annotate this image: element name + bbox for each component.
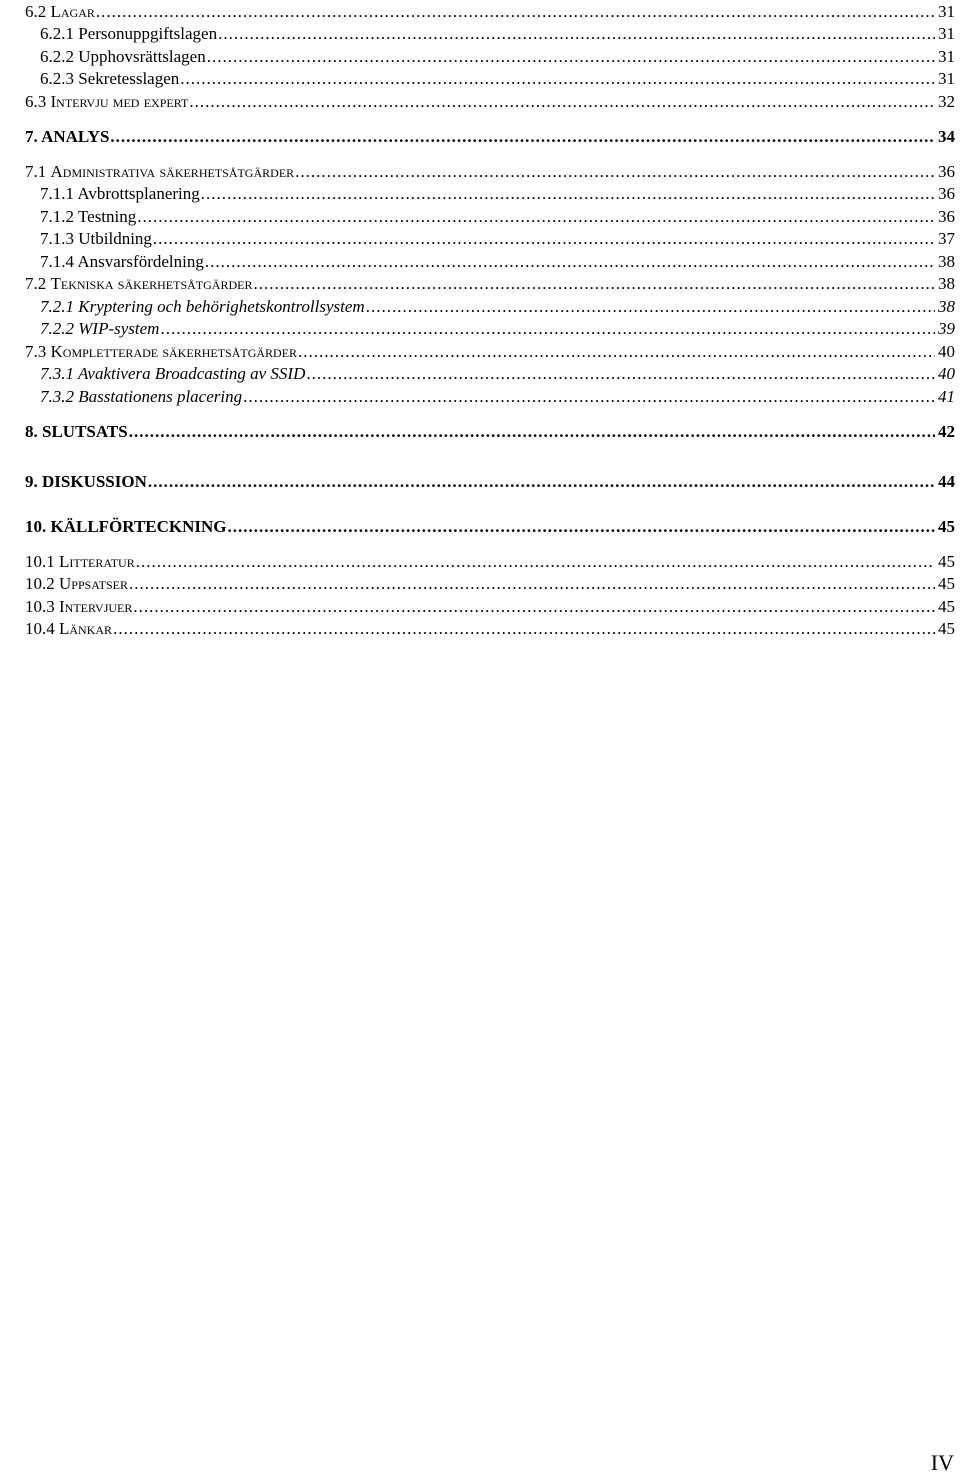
- toc-entry-title: Testning: [77, 207, 137, 226]
- toc-page-number: 34: [938, 127, 955, 146]
- toc-entry-number: 6.2.3: [40, 69, 74, 88]
- toc-entry-title: SLUTSATS: [42, 422, 128, 441]
- toc-entry[interactable]: [40, 207, 955, 227]
- toc-page-number: 36: [938, 162, 955, 181]
- page-number: IV: [930, 1450, 954, 1475]
- toc-entry-label: [25, 619, 112, 639]
- toc-page-number: 32: [938, 92, 955, 111]
- toc-dot-leader: [298, 342, 935, 362]
- toc-entry-number: 10.1: [25, 552, 55, 571]
- toc-entry-title: Tekniska säkerhetsåtgärder: [50, 274, 253, 293]
- toc-dot-leader: [253, 274, 935, 294]
- toc-entry-label: [40, 184, 200, 204]
- toc-entry-number: 6.2.1: [40, 24, 74, 43]
- toc-dot-leader: [228, 517, 935, 537]
- toc-dot-leader: [366, 297, 935, 317]
- toc-page-number: 31: [938, 69, 955, 88]
- toc-entry-title: Intervju med expert: [50, 92, 189, 111]
- toc-entry-title: Kompletterade säkerhetsåtgärder: [50, 342, 298, 361]
- toc-entry[interactable]: [25, 92, 955, 112]
- toc-entry-title: Uppsatser: [59, 574, 128, 593]
- toc-entry[interactable]: [40, 24, 955, 44]
- toc-entry-number: 9.: [25, 472, 38, 491]
- toc-entry-title: Ansvarsfördelning: [77, 252, 204, 271]
- toc-entry-number: 6.2.2: [40, 47, 74, 66]
- toc-page-number: 45: [938, 517, 955, 536]
- toc-dot-leader: [218, 24, 935, 44]
- toc-dot-leader: [295, 162, 935, 182]
- toc-page-number: 36: [938, 184, 955, 203]
- toc-entry-label: [25, 2, 95, 22]
- toc-entry[interactable]: [25, 162, 955, 182]
- toc-dot-leader: [207, 47, 935, 67]
- toc-entry-number: 7.1.3: [40, 229, 74, 248]
- toc-entry[interactable]: [25, 574, 955, 594]
- toc-page-number: 38: [938, 274, 955, 293]
- toc-entry-number: 7.2: [25, 274, 47, 293]
- toc-page-number: 41: [938, 387, 955, 406]
- toc-entry-label: [25, 342, 297, 362]
- toc-entry[interactable]: [40, 252, 955, 272]
- toc-page-number: 45: [938, 552, 955, 571]
- toc-entry-label: [25, 472, 147, 492]
- toc-entry-number: 7.1.4: [40, 252, 74, 271]
- toc-dot-leader: [180, 69, 935, 89]
- toc-entry-title: Lagar: [50, 2, 95, 21]
- toc-entry-label: [40, 207, 136, 227]
- toc-entry-number: 10.4: [25, 619, 55, 638]
- toc-entry-label: [40, 69, 179, 89]
- toc-entry-number: 7.3: [25, 342, 47, 361]
- toc-entry-number: 7.3.1: [40, 364, 74, 383]
- toc-dot-leader: [136, 552, 935, 572]
- toc-dot-leader: [110, 127, 935, 147]
- toc-entry-label: [40, 297, 365, 317]
- toc-page-number: 31: [938, 24, 955, 43]
- toc-dot-leader: [133, 597, 935, 617]
- toc-entry-label: [25, 274, 252, 294]
- toc-entry-title: KÄLLFÖRTECKNING: [50, 517, 227, 536]
- toc-entry-label: [25, 127, 109, 147]
- toc-entry-title: Administrativa säkerhetsåtgärder: [50, 162, 295, 181]
- toc-entry[interactable]: [40, 297, 955, 317]
- toc-entry-title: Avaktivera Broadcasting av SSID: [77, 364, 306, 383]
- toc-page-number: 45: [938, 597, 955, 616]
- toc-entry[interactable]: [25, 517, 955, 537]
- toc-entry-number: 10.: [25, 517, 47, 536]
- toc-entry-number: 7.: [25, 127, 38, 146]
- toc-dot-leader: [129, 422, 935, 442]
- toc-page-number: 36: [938, 207, 955, 226]
- toc-entry-title: Basstationens placering: [78, 387, 243, 406]
- toc-entry[interactable]: [25, 342, 955, 362]
- toc-page-number: 42: [938, 422, 955, 441]
- toc-page-number: 31: [938, 2, 955, 21]
- toc-entry[interactable]: [40, 229, 955, 249]
- toc-dot-leader: [243, 387, 935, 407]
- toc-entry-number: 7.2.2: [40, 319, 74, 338]
- toc-entry-title: Kryptering och behörighetskontrollsystem: [78, 297, 365, 316]
- toc-entry-label: [25, 552, 135, 572]
- toc-entry[interactable]: [40, 364, 955, 384]
- toc-entry-number: 7.1: [25, 162, 47, 181]
- toc-page-number: 38: [938, 252, 955, 271]
- toc-entry[interactable]: [25, 619, 955, 639]
- toc-page-number: 37: [938, 229, 955, 248]
- toc-entry-title: ANALYS: [41, 127, 110, 146]
- toc-entry-title: Sekretesslagen: [78, 69, 180, 88]
- toc-entry-label: [40, 252, 204, 272]
- toc-entry-number: 6.2: [25, 2, 47, 21]
- toc-entry-label: [25, 574, 128, 594]
- toc-dot-leader: [153, 229, 935, 249]
- toc-entry[interactable]: [40, 47, 955, 67]
- toc-entry-title: Personuppgiftslagen: [78, 24, 218, 43]
- toc-dot-leader: [205, 252, 935, 272]
- toc-entry-title: Avbrottsplanering: [77, 184, 200, 203]
- toc-entry-label: [40, 229, 152, 249]
- toc-entry-label: [25, 517, 227, 537]
- toc-entry-label: [25, 597, 132, 617]
- toc-dot-leader: [137, 207, 935, 227]
- toc-entry[interactable]: [40, 69, 955, 89]
- toc-page-number: 45: [938, 574, 955, 593]
- toc-entry[interactable]: [25, 422, 955, 442]
- toc-dot-leader: [96, 2, 935, 22]
- toc-entry-number: 8.: [25, 422, 38, 441]
- toc-page-number: 38: [938, 297, 955, 316]
- toc-dot-leader: [113, 619, 935, 639]
- toc-entry[interactable]: [25, 552, 955, 572]
- toc-entry-label: [25, 422, 128, 442]
- toc-entry-title: Upphovsrättslagen: [78, 47, 206, 66]
- toc-entry[interactable]: [25, 597, 955, 617]
- toc-entry[interactable]: [40, 387, 955, 407]
- toc-entry-number: 7.1.2: [40, 207, 74, 226]
- toc-dot-leader: [201, 184, 935, 204]
- toc-entry-title: Utbildning: [78, 229, 152, 248]
- toc-dot-leader: [148, 472, 935, 492]
- toc-entry-title: Litteratur: [59, 552, 135, 571]
- toc-entry-title: WIP-system: [78, 319, 160, 338]
- toc-dot-leader: [160, 319, 935, 339]
- toc-dot-leader: [306, 364, 935, 384]
- toc-entry-label: [25, 92, 188, 112]
- toc-dot-leader: [189, 92, 935, 112]
- toc-page-number: 45: [938, 619, 955, 638]
- toc-entry-number: 6.3: [25, 92, 47, 111]
- toc-entry-title: Länkar: [59, 619, 113, 638]
- toc-entry-label: [40, 24, 217, 44]
- toc-page-number: 31: [938, 47, 955, 66]
- toc-entry-label: [40, 387, 242, 407]
- toc-entry-number: 7.2.1: [40, 297, 74, 316]
- toc-page-number: 39: [938, 319, 955, 338]
- toc-entry[interactable]: [40, 319, 955, 339]
- toc-page-number: 40: [938, 342, 955, 361]
- toc-entry[interactable]: [25, 2, 955, 22]
- toc-entry-number: 7.1.1: [40, 184, 74, 203]
- toc-entry-label: [25, 162, 294, 182]
- toc-entry-number: 10.3: [25, 597, 55, 616]
- toc-dot-leader: [129, 574, 935, 594]
- toc-page-number: 44: [938, 472, 955, 491]
- toc-entry-title: Intervjuer: [59, 597, 133, 616]
- toc-entry-label: [40, 364, 305, 384]
- toc-entry-number: 7.3.2: [40, 387, 74, 406]
- toc-page-number: 40: [938, 364, 955, 383]
- toc-entry-label: [40, 47, 206, 67]
- toc-entry[interactable]: [25, 274, 955, 294]
- toc-entry[interactable]: [25, 127, 955, 147]
- toc-entry-number: 10.2: [25, 574, 55, 593]
- toc-entry-label: [40, 319, 159, 339]
- toc-entry[interactable]: [40, 184, 955, 204]
- toc-entry[interactable]: [25, 472, 955, 492]
- toc-entry-title: DISKUSSION: [42, 472, 147, 491]
